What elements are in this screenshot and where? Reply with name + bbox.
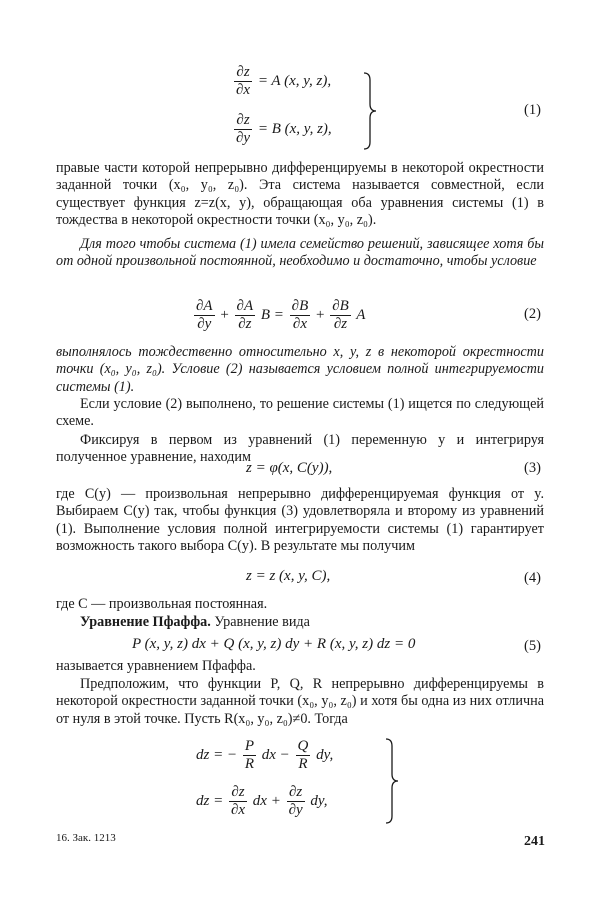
equation-1-line-2: $\frac{\partial z}{\partial y}$ = B (x, y, z), <box>236 112 332 146</box>
fraction: $\frac{\partial z}{\partial x}$ <box>236 64 251 98</box>
page-number: 241 <box>524 834 545 849</box>
equation-number-4: (4) <box>524 570 541 586</box>
equation-1-line-1: $\frac{\partial z}{\partial x}$ = A (x, y, z), <box>236 64 332 98</box>
section-title-pfaff: Уравнение Пфаффа. <box>80 614 211 630</box>
equation-5: P (x, y, z) dx + Q (x, y, z) dy + R (x, y, z) dz = 0 <box>132 636 416 652</box>
equation-2: $\frac{\partial A}{\partial y}$ + $\frac{\partial A}{\partial z}$ B = $\frac{\partial B}{\partial x}$ + $\frac{\partial B}{\partial z}$ A <box>196 298 366 332</box>
printing-signature: 16. Зак. 1213 <box>56 832 116 844</box>
equation-number-1: (1) <box>524 102 541 118</box>
fraction: $\frac{\partial z}{\partial y}$ <box>236 112 251 146</box>
paragraph-1: правые части которой непрерывно дифференцируемы в некоторой окрестности заданной точки (x₀, y₀, z₀). Эта система называется совместной, если существует функция z=z(x, y), обращающая оба уравнения системы (1) в тождества в некоторой окрестности точки (x₀, y₀, z₀). <box>56 160 544 229</box>
equation-4: z = z (x, y, C), <box>246 568 331 584</box>
equation-number-5: (5) <box>524 638 541 654</box>
paragraph-7: где C — произвольная постоянная. <box>56 596 268 612</box>
paragraph-8: Уравнение Пфаффа. Уравнение вида <box>80 614 310 630</box>
paragraph-9: называется уравнением Пфаффа. <box>56 658 256 674</box>
equation-6-line-2: dz = $\frac{\partial z}{\partial x}$ dx + $\frac{\partial z}{\partial y}$ dy, <box>196 784 328 818</box>
right-brace-1 <box>362 72 378 150</box>
paragraph-2-theorem: Для того чтобы система (1) имела семейство решений, зависящее хотя бы от одной произвольной постоянной, необходимо и достаточно, чтобы условие <box>56 236 544 270</box>
equation-number-3: (3) <box>524 460 541 476</box>
paragraph-5: Фиксируя в первом из уравнений (1) переменную y и интегрируя полученное уравнение, находим <box>56 432 544 466</box>
right-brace-6 <box>384 738 400 824</box>
equation-3: z = φ(x, C(y)), <box>246 460 333 476</box>
equation-6-line-1: dz = − $\frac{P}{R}$ dx − $\frac{Q}{R}$ dy, <box>196 738 334 772</box>
paragraph-3: выполнялось тождественно относительно x, y, z в некоторой окрестности точки (x₀, y₀, z₀). Условие (2) называется условием полной интегрируемости системы (1). <box>56 344 544 395</box>
paragraph-10: Предположим, что функции P, Q, R непрерывно дифференцируемы в некоторой окрестности заданной точки (x₀, y₀, z₀) и хотя бы одна из них отлична от нуля в этой точке. Пусть R(x₀, y₀, z₀)≠0. Тогда <box>56 676 544 727</box>
paragraph-4: Если условие (2) выполнено, то решение системы (1) ищется по следующей схеме. <box>56 396 544 430</box>
equation-number-2: (2) <box>524 306 541 322</box>
paragraph-6: где C(y) — произвольная непрерывно дифференцируемая функция от y. Выбираем C(y) так, чтобы функция (3) удовлетворяла и второму из уравнений (1). Выполнение условия полной интегрируемости системы (1) гарантирует возможность такого выбора C(y). В результате мы получим <box>56 486 544 555</box>
